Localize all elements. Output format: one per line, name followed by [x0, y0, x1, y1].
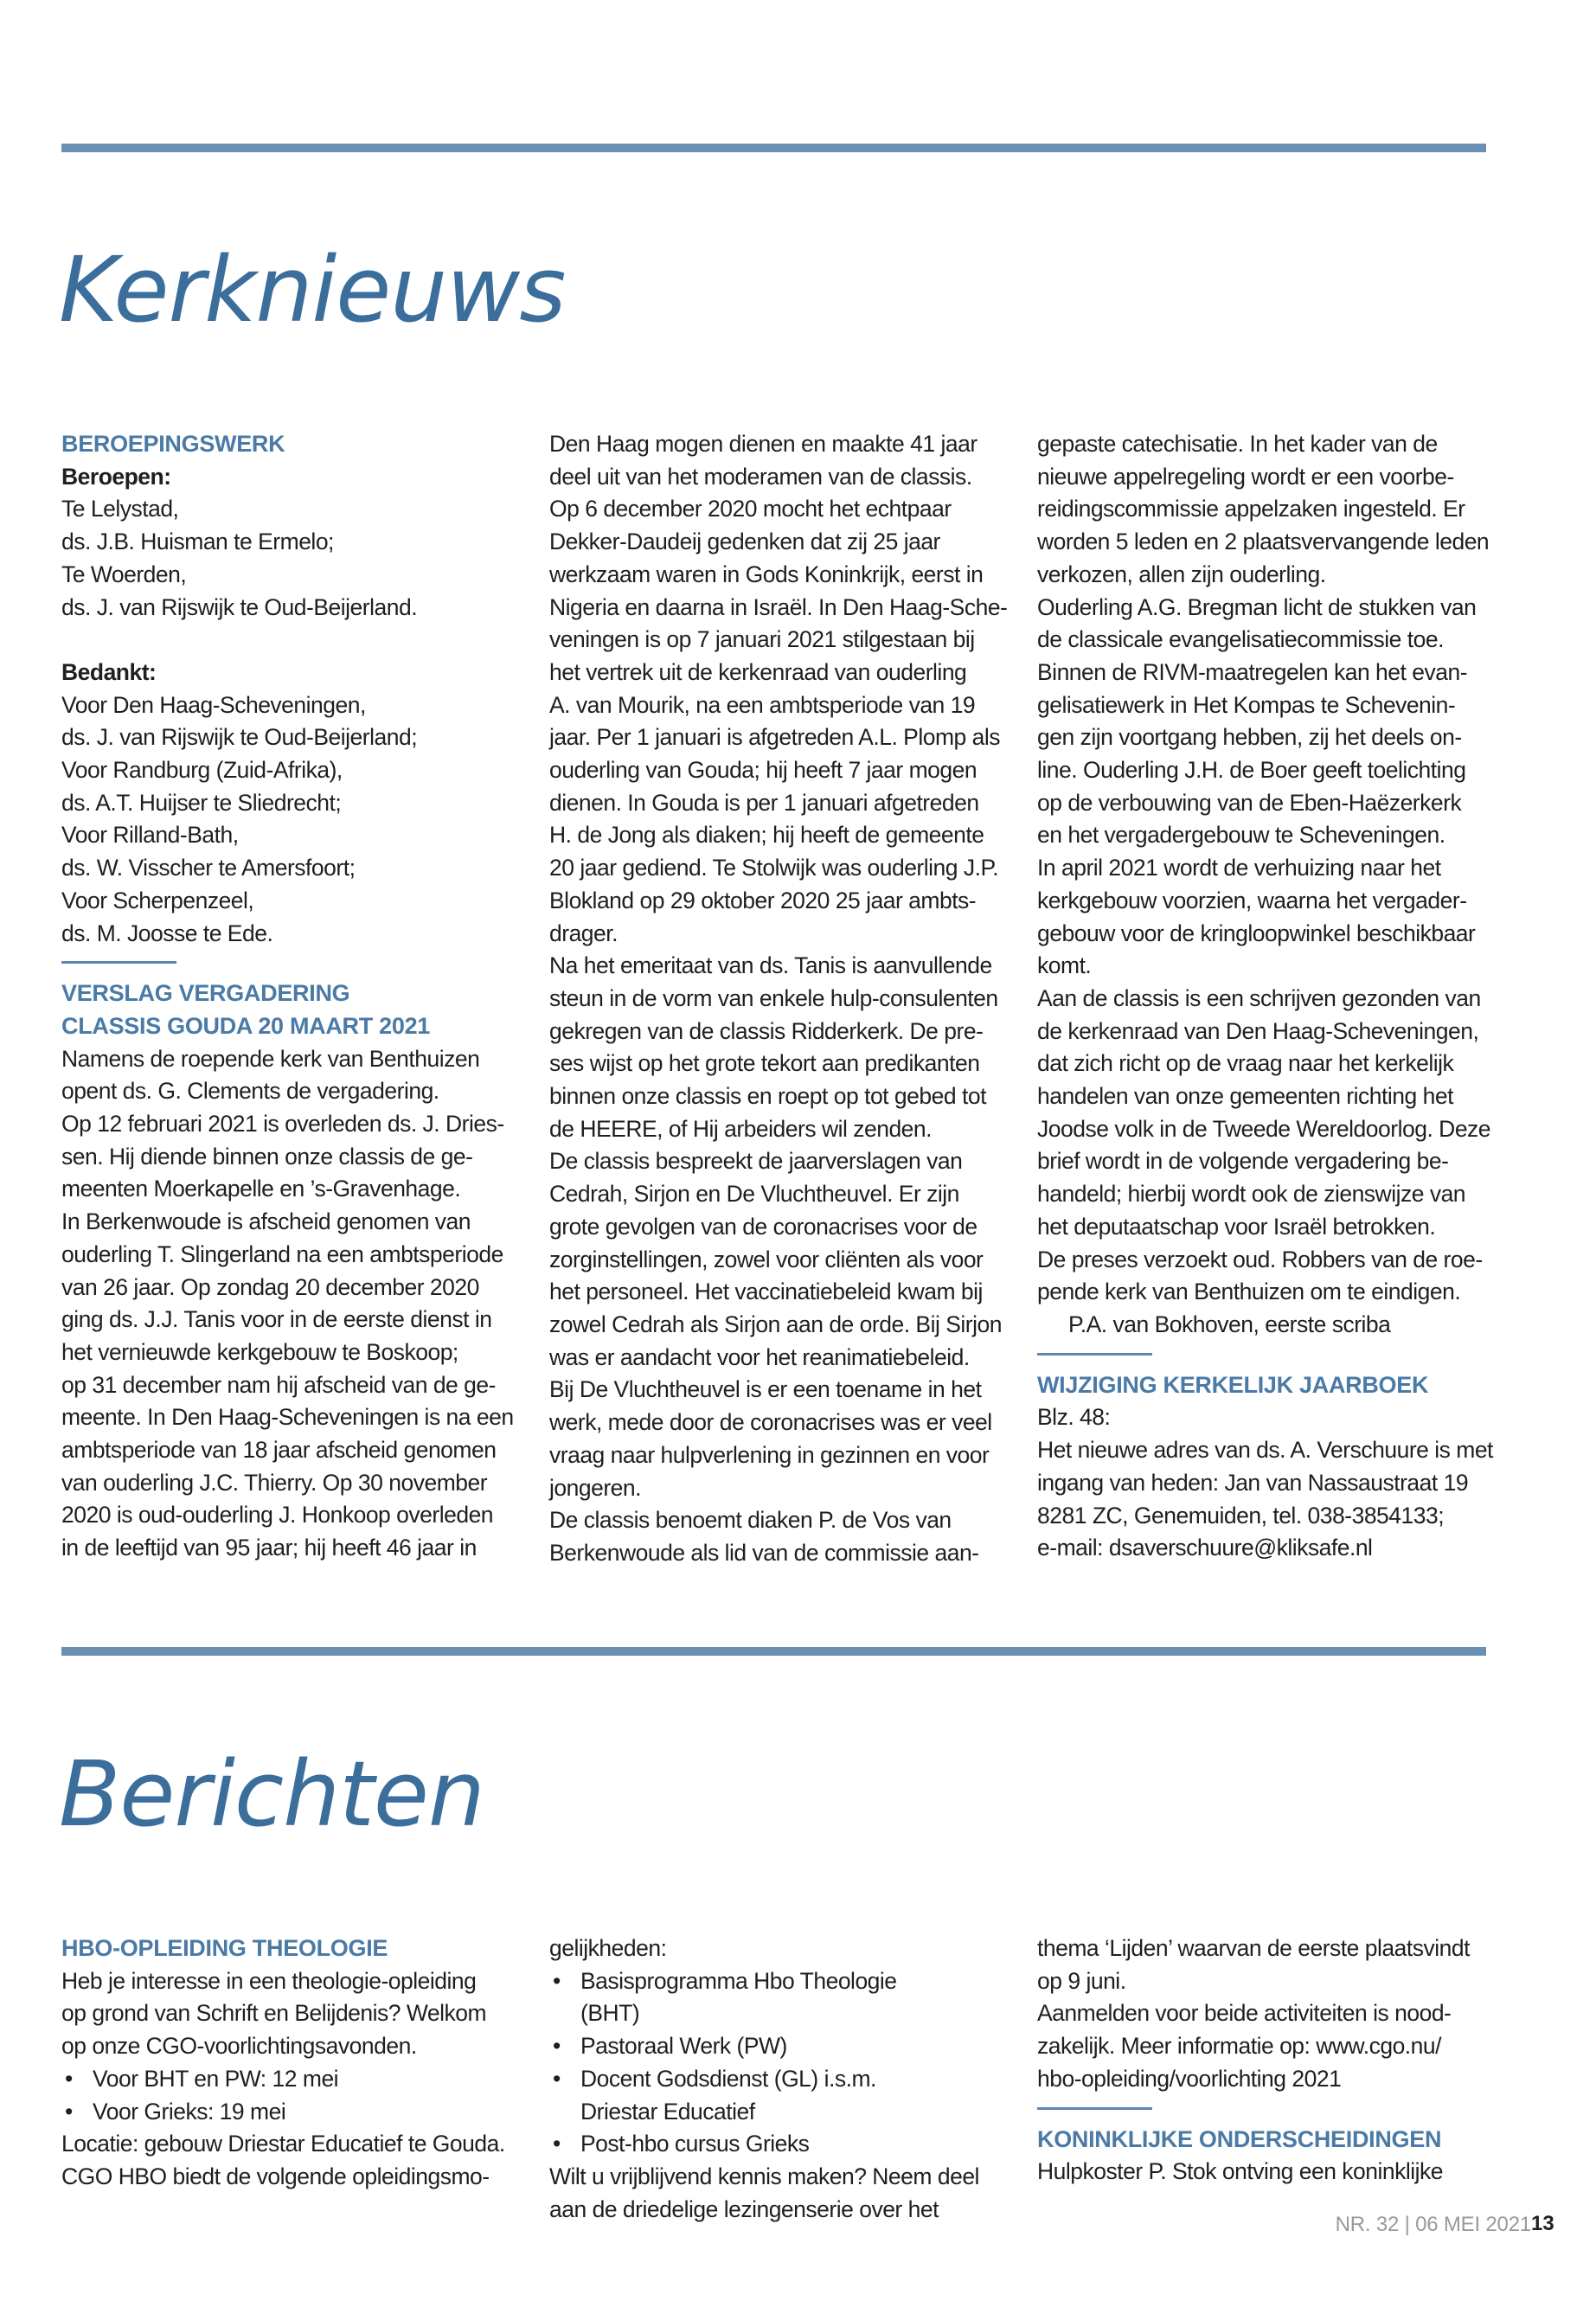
text-line: A. van Mourik, na een ambtsperiode van 19 — [549, 691, 976, 718]
text-line: vraag naar hulpverlening in gezinnen en voor — [549, 1441, 990, 1468]
text-line: ouderling van Gouda; hij heeft 7 jaar mogen — [549, 757, 977, 784]
top-rule — [61, 144, 1486, 152]
text-line: dienen. In Gouda is per 1 januari afgetreden — [549, 789, 979, 816]
text-line: Voor Scherpenzeel, — [61, 887, 254, 913]
text-line: Het nieuwe adres van ds. A. Verschuure is met — [1037, 1437, 1493, 1464]
text-line: het vernieuwde kerkgebouw te Boskoop; — [61, 1338, 458, 1365]
text-line: Voor Rilland-Bath, — [61, 822, 239, 849]
text-line: het vertrek uit de kerkenraad van ouderling — [549, 658, 967, 685]
hbo-col2-lead: gelijkheden: — [549, 1935, 667, 1961]
text-line: pende kerk van Benthuizen om te eindigen. — [1037, 1279, 1461, 1305]
bullet-item: • Basisprogramma Hbo Theologie (BHT) — [549, 1965, 956, 2030]
text-line: Joodse volk in de Tweede Wereldoorlog. Deze — [1037, 1115, 1491, 1142]
text-line: zowel Cedrah als Sirjon aan de orde. Bij Sirjon — [549, 1311, 1002, 1337]
text-line: meente. In Den Haag-Scheveningen is na een — [61, 1404, 514, 1431]
text-line: van 26 jaar. Op zondag 20 december 2020 — [61, 1273, 479, 1300]
text-line: nieuwe appelregeling wordt er een voorbe- — [1037, 463, 1454, 490]
text-line: op grond van Schrift en Belijdenis? Welkom — [61, 2000, 487, 2027]
text-line: Aanmelden voor beide activiteiten is nood- — [1037, 2000, 1452, 2027]
text-line: Binnen de RIVM-maatregelen kan het evan- — [1037, 658, 1468, 685]
text-line: Voor Randburg (Zuid-Afrika), — [61, 757, 343, 784]
text-line: ging ds. J.J. Tanis voor in de eerste dienst in — [61, 1306, 492, 1333]
text-line: Blz. 48: — [1037, 1404, 1111, 1431]
text-line: gen zijn voortgang hebben, zij het deels on- — [1037, 724, 1462, 751]
text-line: deel uit van het moderamen van de classis. — [549, 463, 972, 490]
text-line: gekregen van de classis Ridderkerk. De pre- — [549, 1017, 984, 1044]
text-line: hbo-opleiding/voorlichting 2021 — [1037, 2065, 1342, 2092]
text-line: op onze CGO-voorlichtingsavonden. — [61, 2033, 417, 2060]
bedankt-label: Bedankt: — [61, 658, 157, 685]
hbo-intro — [61, 1965, 520, 2063]
text-line: grote gevolgen van de coronacrises voor de — [549, 1213, 977, 1240]
bedankt-list — [61, 689, 520, 951]
text-line: ds. W. Visscher te Amersfoort; — [61, 855, 356, 881]
section-divider — [1037, 2107, 1152, 2110]
text-line: jongeren. — [549, 1474, 642, 1501]
text-line: 2020 is oud-ouderling J. Honkoop overleden — [61, 1502, 494, 1529]
koninklijk-text — [1037, 2156, 1496, 2189]
berichten-title: Berichten — [59, 1741, 484, 1847]
bullet-item: • Pastoraal Werk (PW) — [549, 2030, 956, 2063]
text-line: ds. J. van Rijswijk te Oud-Beijerland; — [61, 724, 418, 751]
berichten-column-2 — [549, 1932, 1008, 2226]
hbo-dates-list — [61, 2063, 520, 2128]
text-line: het deputaatschap voor Israël betrokken. — [1037, 1213, 1436, 1240]
text-line: Ouderling A.G. Bregman licht de stukken van — [1037, 593, 1477, 620]
bullet-item: • Voor BHT en PW: 12 mei — [61, 2063, 520, 2096]
kerknieuws-column-2 — [549, 428, 1008, 1570]
text-line: Bij De Vluchtheuvel is er een toename in het — [549, 1376, 982, 1403]
text-line: 8281 ZC, Genemuiden, tel. 038-3854133; — [1037, 1502, 1445, 1529]
text-line: Op 6 december 2020 mocht het echtpaar — [549, 496, 952, 522]
section-divider — [61, 961, 176, 964]
middle-rule — [61, 1647, 1486, 1656]
text-line: e-mail: dsaverschuure@kliksafe.nl — [1037, 1535, 1373, 1561]
text-line: worden 5 leden en 2 plaatsvervangende leden — [1037, 529, 1490, 555]
kerknieuws-title: Kerknieuws — [59, 237, 566, 343]
text-line: brief wordt in de volgende vergadering be- — [1037, 1148, 1449, 1175]
berichten-column-3 — [1037, 1932, 1496, 2189]
text-line: Heb je interesse in een theologie-opleiding — [61, 1967, 477, 1994]
text-line: en het vergadergebouw te Scheveningen. — [1037, 822, 1445, 849]
text-line: handeld; hierbij wordt ook de zienswijze van — [1037, 1181, 1466, 1208]
verslag-signature: P.A. van Bokhoven, eerste scriba — [1068, 1311, 1391, 1337]
text-line: komt. — [1037, 952, 1092, 979]
text-line: gebouw voor de kringloopwinkel beschikbaar — [1037, 920, 1476, 946]
text-line: Te Woerden, — [61, 561, 187, 587]
beroepingswerk-heading: BEROEPINGSWERK — [61, 431, 285, 457]
text-line: gepaste catechisatie. In het kader van de — [1037, 431, 1438, 457]
text-line: In Berkenwoude is afscheid genomen van — [61, 1208, 471, 1235]
text-line: Den Haag mogen dienen en maakte 41 jaar — [549, 431, 977, 457]
text-line: CGO HBO biedt de volgende opleidingsmo- — [61, 2163, 490, 2189]
jaarboek-heading: WIJZIGING KERKELIJK JAARBOEK — [1037, 1371, 1429, 1398]
verslag-heading-line2: CLASSIS GOUDA 20 MAART 2021 — [61, 1012, 430, 1039]
text-line: thema ‘Lijden’ waarvan de eerste plaatsvindt — [1037, 1935, 1470, 1961]
text-line: Blokland op 29 oktober 2020 25 jaar ambts- — [549, 887, 977, 913]
text-line: het personeel. Het vaccinatiebeleid kwam bij — [549, 1279, 983, 1305]
text-line: op 9 juni. — [1037, 1967, 1126, 1994]
text-line: was er aandacht voor het reanimatiebeleid. — [549, 1343, 970, 1370]
text-line: de kerkenraad van Den Haag-Scheveningen, — [1037, 1017, 1479, 1044]
kerknieuws-column-1 — [61, 428, 520, 1565]
text-line: drager. — [549, 920, 619, 946]
text-line: ouderling T. Slingerland na een ambtsperiode — [61, 1240, 503, 1267]
verslag-text-col3 — [1037, 428, 1496, 1309]
hbo-col2-after — [549, 2161, 1008, 2226]
text-line: ds. M. Joosse te Ede. — [61, 920, 273, 946]
text-line: De classis benoemt diaken P. de Vos van — [549, 1507, 952, 1534]
berichten-column-1 — [61, 1932, 520, 2194]
beroepen-label: Beroepen: — [61, 463, 171, 490]
text-line: gelisatiewerk in Het Kompas te Schevenin- — [1037, 691, 1456, 718]
bullet-item: • Post-hbo cursus Grieks — [549, 2128, 956, 2161]
text-line: steun in de vorm van enkele hulp-consulenten — [549, 984, 998, 1011]
koninklijk-heading: KONINKLIJKE ONDERSCHEIDINGEN — [1037, 2125, 1442, 2152]
text-line: ses wijst op het grote tekort aan predikanten — [549, 1050, 980, 1077]
text-line: reidingscommissie appelzaken ingesteld. Er — [1037, 496, 1465, 522]
text-line: ingang van heden: Jan van Nassaustraat 19 — [1037, 1469, 1469, 1496]
text-line: ds. A.T. Huijser te Sliedrecht; — [61, 789, 342, 816]
text-line: zakelijk. Meer informatie op: www.cgo.nu/ — [1037, 2033, 1442, 2060]
hbo-col3-text — [1037, 1932, 1496, 2096]
hbo-heading: HBO-OPLEIDING THEOLOGIE — [61, 1935, 388, 1961]
text-line: kerkgebouw voorzien, waarna het vergader- — [1037, 887, 1467, 913]
text-line: dat zich richt op de vraag naar het kerkelijk — [1037, 1050, 1454, 1077]
text-line: sen. Hij diende binnen onze classis de ge- — [61, 1143, 473, 1170]
text-line: ds. J.B. Huisman te Ermelo; — [61, 529, 334, 555]
text-line: jaar. Per 1 januari is afgetreden A.L. Plomp als — [549, 724, 1001, 751]
text-line: H. de Jong als diaken; hij heeft de gemeente — [549, 822, 984, 849]
text-line: op de verbouwing van de Eben-Haëzerkerk — [1037, 789, 1462, 816]
text-line: In april 2021 wordt de verhuizing naar het — [1037, 855, 1441, 881]
text-line: binnen onze classis en roept op tot gebed tot — [549, 1083, 986, 1110]
text-line: Namens de roepende kerk van Benthuizen — [61, 1045, 480, 1072]
text-line: opent ds. G. Clements de vergadering. — [61, 1078, 439, 1105]
text-line: Berkenwoude als lid van de commissie aan- — [549, 1539, 979, 1566]
text-line: in de leeftijd van 95 jaar; hij heeft 46 jaar in — [61, 1535, 477, 1561]
text-line: Te Lelystad, — [61, 496, 179, 522]
text-line: Op 12 februari 2021 is overleden ds. J. Dries- — [61, 1111, 504, 1138]
verslag-text-col1 — [61, 1043, 520, 1565]
kerknieuws-column-3 — [1037, 428, 1496, 1565]
text-line: veningen is op 7 januari 2021 stilgestaan bij — [549, 626, 975, 653]
bullet-item: • Voor Grieks: 19 mei — [61, 2096, 520, 2129]
text-line: werkzaam waren in Gods Koninkrijk, eerst in — [549, 561, 984, 587]
text-line: Wilt u vrijblijvend kennis maken? Neem deel — [549, 2163, 979, 2189]
text-line: Locatie: gebouw Driestar Educatief te Gouda. — [61, 2131, 505, 2157]
text-line: aan de driedelige lezingenserie over het — [549, 2195, 939, 2222]
text-line: line. Ouderling J.H. de Boer geeft toelichting — [1037, 757, 1466, 784]
hbo-options-list — [549, 1965, 1008, 2161]
text-line: Hulpkoster P. Stok ontving een koninklijke — [1037, 2158, 1444, 2185]
text-line: Dekker-Daudeij gedenken dat zij 25 jaar — [549, 529, 940, 555]
text-line: verkozen, allen zijn ouderling. — [1037, 561, 1326, 587]
issue-info: NR. 32 | 06 MEI 2021 — [1335, 2213, 1531, 2236]
text-line: op 31 december nam hij afscheid van de ge- — [61, 1371, 496, 1398]
text-line: Na het emeritaat van ds. Tanis is aanvullende — [549, 952, 992, 979]
text-line: 20 jaar gediend. Te Stolwijk was ouderling J.P. — [549, 855, 999, 881]
text-line: Voor Den Haag-Scheveningen, — [61, 691, 366, 718]
text-line: van ouderling J.C. Thierry. Op 30 november — [61, 1469, 488, 1496]
section-divider — [1037, 1353, 1152, 1356]
text-line: Nigeria en daarna in Israël. In Den Haag-Sche- — [549, 593, 1008, 620]
verslag-text-col2 — [549, 428, 1008, 1570]
page-number: 13 — [1531, 2212, 1554, 2235]
text-line: De classis bespreekt de jaarverslagen van — [549, 1148, 963, 1175]
text-line: de HEERE, of Hij arbeiders wil zenden. — [549, 1115, 933, 1142]
verslag-heading-line1: VERSLAG VERGADERING — [61, 980, 350, 1007]
text-line: de classicale evangelisatiecommissie toe. — [1037, 626, 1444, 653]
text-line: Aan de classis is een schrijven gezonden van — [1037, 984, 1481, 1011]
bullet-item: • Docent Godsdienst (GL) i.s.m. Driestar Educatief — [549, 2063, 956, 2128]
text-line: meenten Moerkapelle en ’s-Gravenhage. — [61, 1176, 461, 1202]
beroepen-list — [61, 493, 520, 624]
hbo-after — [61, 2128, 520, 2193]
text-line: werk, mede door de coronacrises was er veel — [549, 1409, 992, 1436]
text-line: De preses verzoekt oud. Robbers van de roe- — [1037, 1246, 1483, 1272]
text-line: handelen van onze gemeenten richting het — [1037, 1083, 1453, 1110]
text-line: Cedrah, Sirjon en De Vluchtheuvel. Er zijn — [549, 1181, 959, 1208]
text-line: ds. J. van Rijswijk te Oud-Beijerland. — [61, 593, 418, 620]
text-line: zorginstellingen, zowel voor cliënten als voor — [549, 1246, 984, 1272]
text-line: ambtsperiode van 18 jaar afscheid genomen — [61, 1437, 497, 1464]
jaarboek-text — [1037, 1401, 1496, 1565]
